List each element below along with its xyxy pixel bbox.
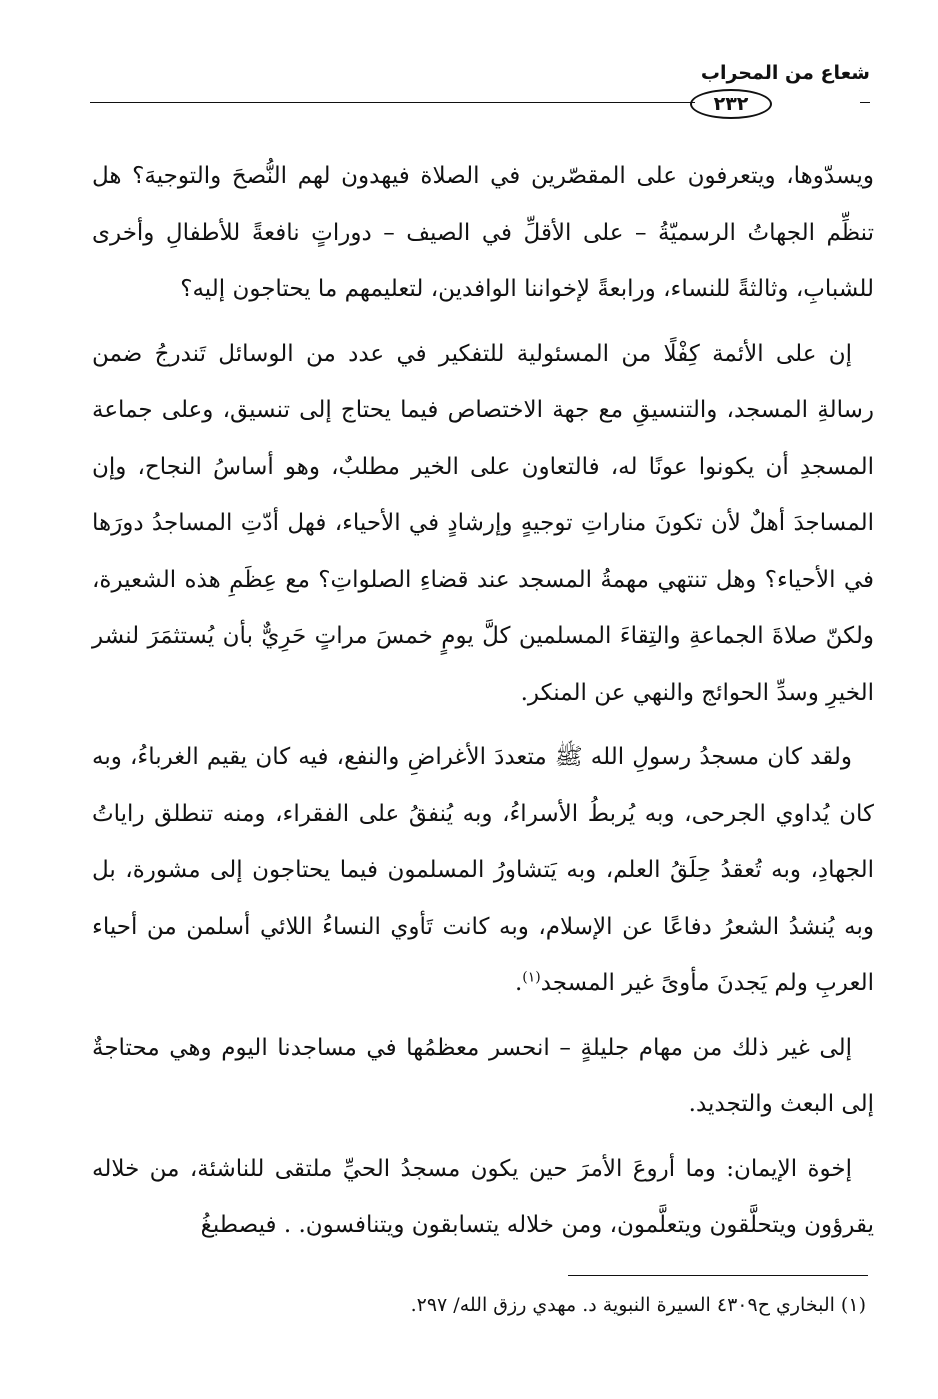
paragraph-3-text: ولقد كان مسجدُ رسولِ الله ﷺ متعددَ الأغراضِ والنفع، فيه كان يقيم الغرباءُ، وبه كان يُداوي الجرحى، وبه يُربطُ الأسراءُ، وبه يُنفقُ على الفقراء، ومنه تنطلق راياتُ الجهادِ، وبه تُعقدُ حِلَقُ العلم، وبه يَتشاورُ المسلمون فيما يحتاجون إلى مشورة، بل وبه يُنشدُ الشعرُ دفاعًا عن الإسلام، وبه كانت تَأوي النساءُ اللائي أسلمن من أحياء العربِ ولم يَجدنَ مأوىً غير المسجد	[92, 744, 874, 996]
paragraph-1: ويسدّوها، ويتعرفون على المقصّرين في الصلاة فيهدون لهم النُّصحَ والتوجيهَ؟ هل تنظِّم الجهاتُ الرسميّةُ – على الأقلِّ في الصيف – دوراتٍ نافعةً للأطفالِ وأخرى للشبابِ، وثالثةً للنساء، ورابعةً لإخواننا الوافدين، لتعليمهم ما يحتاجون إليه؟	[92, 163, 874, 302]
page-number: ٢٣٢	[690, 89, 772, 119]
paragraph-3-end: .	[514, 970, 523, 996]
running-header	[90, 62, 870, 92]
paragraph-3	[92, 729, 874, 1012]
paragraph-2: إن على الأئمة كِفْلًا من المسئولية للتفكير في عدد من الوسائل تَندرجُ ضمن رسالةِ المسجد، والتنسيقِ مع جهة الاختصاص فيما يحتاج إلى تنسيق، وعلى جماعة المسجدِ أن يكونوا عونًا له، فالتعاون على الخير مطلبٌ، وهو أساسُ النجاح، وإن المساجدَ أهلٌ لأن تكونَ مناراتِ توجيهٍ وإرشادٍ في الأحياء، فهل أدّتِ المساجدُ دورَها في الأحياء؟ وهل تنتهي مهمةُ المسجد عند قضاءِ الصلواتِ؟ مع عِظَمِ هذه الشعيرة، ولكنّ صلاةَ الجماعةِ والتِقاءَ المسلمين كلَّ يومٍ خمسَ مراتٍ حَرِيٌّ بأن يُستثمَرَ لنشر الخيرِ وسدِّ الحوائج والنهي عن المنكر.	[92, 340, 874, 706]
footnote-reference: (١)	[522, 969, 541, 986]
running-title: شعاع من المحراب	[700, 62, 870, 84]
paragraph-5: إخوة الإيمان: وما أروعَ الأمرَ حين يكون مسجدُ الحيِّ ملتقى للناشئة، من خلاله يقرؤون ويتحلَّقون ويتعلَّمون، ومن خلاله يتسابقون ويتنافسون. . فيصطبغُ	[92, 1155, 874, 1238]
paragraph-4: إلى غير ذلك من مهام جليلةٍ – انحسر معظمُها في مساجدنا اليوم وهي محتاجةٌ إلى البعث والتجديد.	[92, 1034, 874, 1117]
header-rule	[90, 102, 695, 103]
footnote-separator	[568, 1275, 868, 1276]
header-rule-end	[860, 102, 870, 103]
footnote: (١) البخاري ح٤٣٠٩ السيرة النبوية د. مهدي رزق الله/ ٢٩٧.	[410, 1294, 866, 1316]
body-text	[92, 148, 874, 1262]
